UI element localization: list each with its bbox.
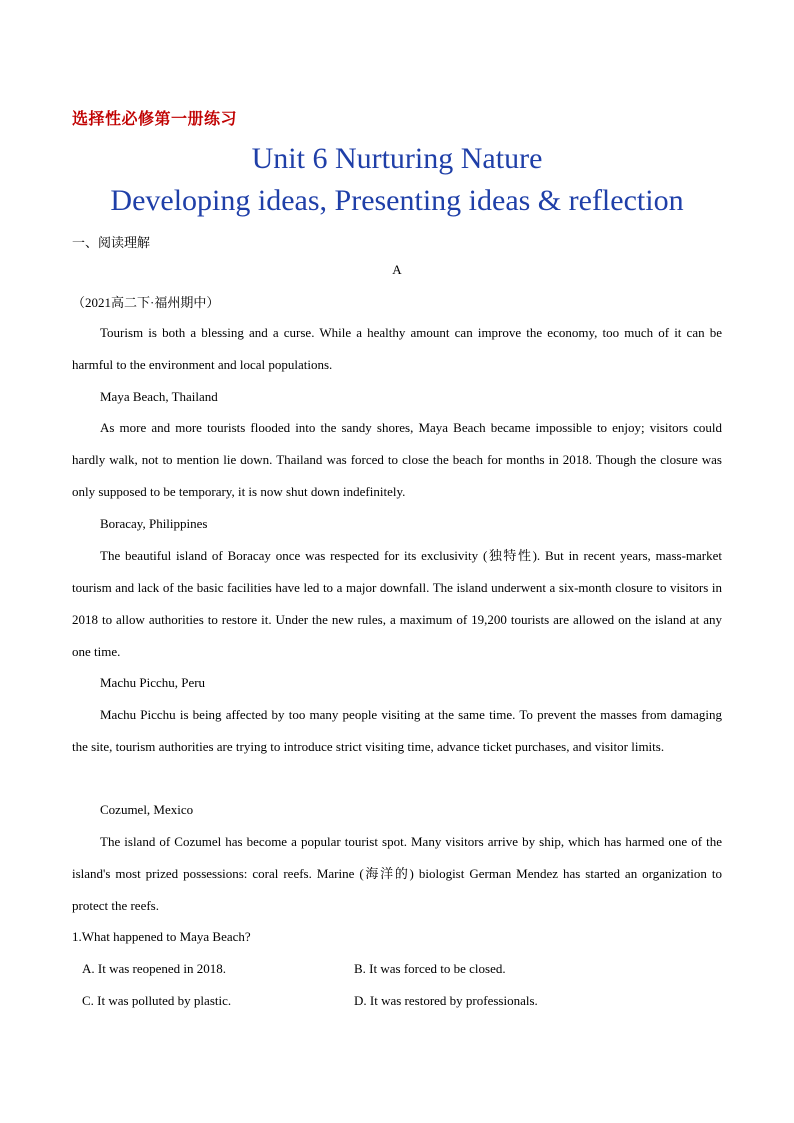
place-paragraph-boracay: The beautiful island of Boracay once was respected for its exclusivity (独特性). But in recent years, mass-market tourism and lack of the basic facilities have led to a major downfall. The island underwent a six-month closure to visitors in 2018 to allow authorities to restore it. Under the new rules, a maximum of 19,200 tourists are allowed on the island at any one time. [72, 548, 722, 659]
place-paragraph-cozumel: The island of Cozumel has become a popular tourist spot. Many visitors arrive by ship, which has harmed one of the island's most prized possessions: coral reefs. Marine (海洋的) biologist German Mendez has started an organization to protect the reefs. [72, 834, 722, 913]
place-heading-cozumel: Cozumel, Mexico [100, 802, 194, 817]
intro-paragraph: Tourism is both a blessing and a curse. While a healthy amount can improve the economy, too much of it can be harmful to the environment and local populations. [72, 325, 722, 372]
place-heading-maya: Maya Beach, Thailand [100, 389, 218, 404]
place-paragraph-maya: As more and more tourists flooded into the sandy shores, Maya Beach became impossible to enjoy; visitors could hardly walk, not to mention lie down. Thailand was forced to close the beach for months in 2018. Though the closure was only supposed to be temporary, it is now shut down indefinitely. [72, 420, 722, 499]
place-heading-machu-picchu: Machu Picchu, Peru [100, 675, 206, 690]
question-1-option-c[interactable]: C. It was polluted by plastic. [82, 993, 232, 1008]
question-1-option-a[interactable]: A. It was reopened in 2018. [82, 961, 227, 976]
passage-source: （2021高二下·福州期中） [72, 295, 220, 310]
section-heading: 一、阅读理解 [72, 236, 151, 251]
place-paragraph-machu-picchu: Machu Picchu is being affected by too many people visiting at the same time. To prevent the masses from damaging the site, tourism authorities are trying to introduce strict visiting time, advance ticket purchases, and visitor limits. [72, 707, 722, 754]
lesson-subtitle: Developing ideas, Presenting ideas & reflection [110, 184, 684, 217]
series-label: 选择性必修第一册练习 [72, 109, 238, 128]
question-1-option-d[interactable]: D. It was restored by professionals. [354, 993, 538, 1008]
passage-label: A [392, 262, 402, 277]
unit-title: Unit 6 Nurturing Nature [251, 142, 543, 175]
question-1-option-b[interactable]: B. It was forced to be closed. [354, 961, 506, 976]
place-heading-boracay: Boracay, Philippines [100, 516, 208, 531]
question-1-stem: 1.What happened to Maya Beach? [72, 929, 251, 944]
